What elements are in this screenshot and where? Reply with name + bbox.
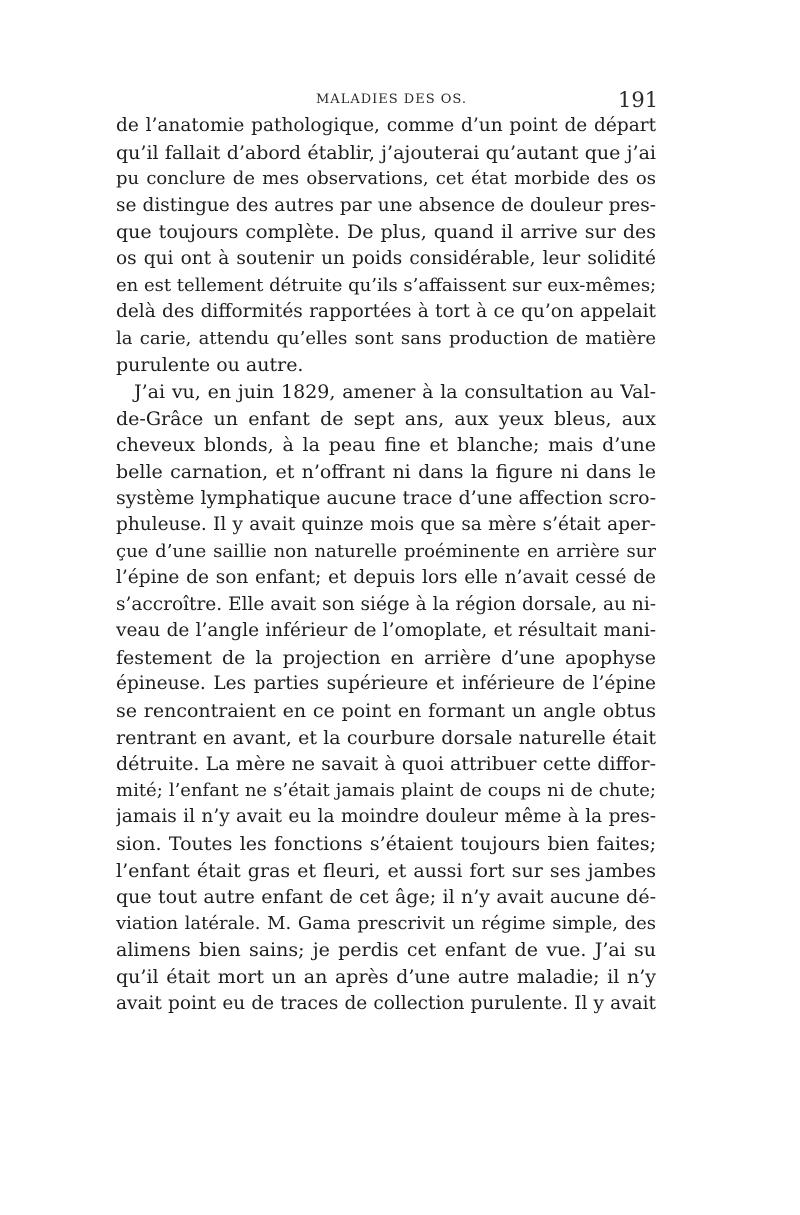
text-line: jamais il n’y avait eu la moindre douleur même à la pres- [116,806,656,828]
text-line: viation latérale. M. Gama prescrivit un régime simple, des [116,912,656,934]
text-line: que toujours complète. De plus, quand il arrive sur des [116,221,656,244]
text-line: alimens bien sains; je perdis cet enfant de vue. J’ai su [116,939,656,962]
page-number: 191 [618,88,659,112]
text-line: veau de l’angle inférieur de l’omoplate, et résultait mani- [116,620,656,642]
text-line: qu’il était mort un an après d’une autre maladie; il n’y [116,966,656,988]
text-line: delà des difformités rapportées à tort à ce qu’on appelait [116,301,656,323]
text-line: çue d’une saillie non naturelle proéminente en arrière sur [116,540,656,562]
text-line: s’accroître. Elle avait son siége à la région dorsale, au ni- [116,593,656,615]
text-line: belle carnation, et n’offrant ni dans la figure ni dans le [116,460,656,483]
text-line: phuleuse. Il y avait quinze mois que sa mère s’était aper- [116,513,656,535]
text-line: épineuse. Les parties supérieure et inférieure de l’épine [116,673,656,695]
text-line: l’enfant était gras et fleuri, et aussi fort sur ses jambes [116,859,656,882]
text-line: mité; l’enfant ne s’était jamais plaint de coups ni de chute; [116,779,656,801]
paragraph-start-line: J’ai vu, en juin 1829, amener à la consultation au Val- [134,380,656,403]
text-line: la carie, attendu qu’elles sont sans production de matière [116,327,656,349]
text-line: os qui ont à soutenir un poids considérable, leur solidité [116,247,656,269]
text-line: avait point eu de traces de collection purulente. Il y avait [116,992,656,1014]
text-line: système lymphatique aucune trace d’une affection scro- [116,487,656,510]
text-line: festement de la projection en arrière d’une apophyse [116,646,656,669]
text-line: se rencontraient en ce point en formant un angle obtus [116,700,656,723]
body-text [116,113,656,1017]
text-line: rentrant en avant, et la courbure dorsale naturelle était [116,726,656,749]
running-title: MALADIES DES OS. [316,92,467,107]
text-line: cheveux blonds, à la peau fine et blanche; mais d’une [116,434,656,457]
text-line: sion. Toutes les fonctions s’étaient toujours bien faites; [116,833,656,856]
text-line: pu conclure de mes observations, cet état morbide des os [116,168,656,190]
text-line: l’épine de son enfant; et depuis lors elle n’avait cessé de [116,567,656,589]
text-line: qu’il fallait d’abord établir, j’ajouterai qu’autant que j’ai [116,141,656,164]
text-line: se distingue des autres par une absence de douleur pres- [116,194,656,216]
text-line: en est tellement détruite qu’ils s’affaissent sur eux-mêmes; [116,274,656,296]
text-line: détruite. La mère ne savait à quoi attribuer cette diffor- [116,753,656,776]
text-line: de l’anatomie pathologique, comme d’un point de départ [116,115,656,136]
text-line: de-Grâce un enfant de sept ans, aux yeux bleus, aux [116,407,656,430]
paragraph-end-line: purulente ou autre. [116,354,304,377]
text-line: que tout autre enfant de cet âge; il n’y avait aucune dé- [116,886,656,909]
